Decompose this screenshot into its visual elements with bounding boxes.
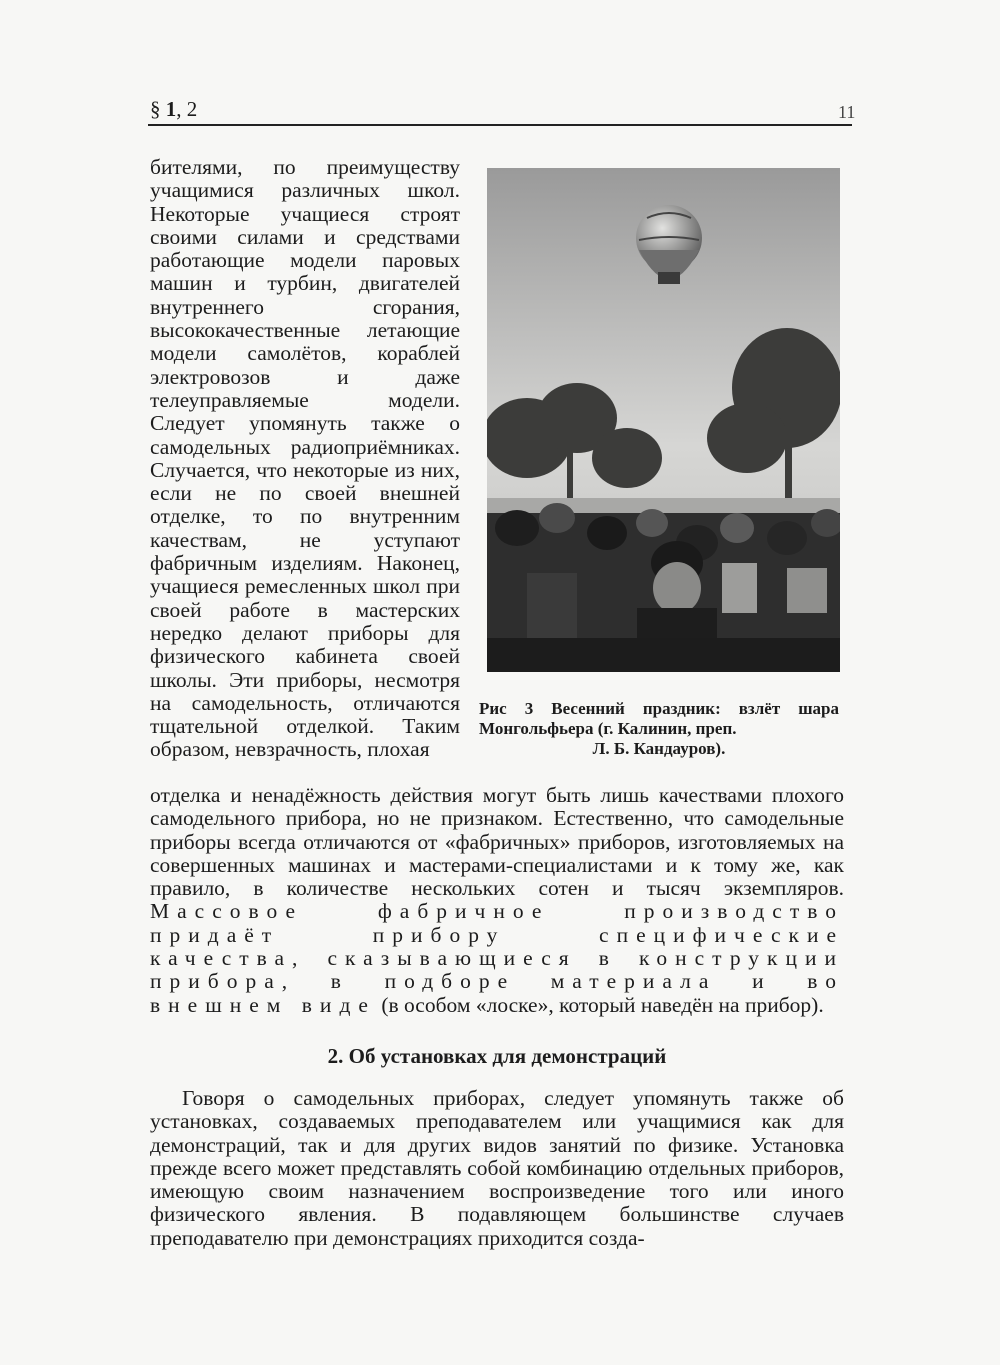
header-rule — [148, 124, 852, 126]
section-text — [150, 1087, 844, 1250]
full-width-text — [150, 784, 844, 1017]
section-paragraph: Говоря о самодельных приборах, следует упомянуть также об установках, создаваемых преподавателем или учащимися как для демонстраций, так и для других видов занятий по физике. Установка прежде всего может представлять собой комбинацию отдельных приборов, имеющую своим назначением воспроизведение того или иного физического явления. В подавляющем большинстве случаев преподавателю при демонстрациях приходится созда- — [150, 1086, 844, 1250]
full-width-paragraph — [150, 784, 844, 1017]
column-text — [150, 156, 460, 762]
balloon-photo-illustration — [487, 168, 840, 672]
running-header-section — [150, 97, 197, 122]
page-number: 11 — [838, 102, 856, 122]
figure-caption — [479, 699, 839, 759]
crowd — [487, 503, 840, 672]
spaced-emphasis: Массовое фабричное производство придаёт прибору специфические качества, сказывающиеся в конструкции прибора, в подборе материала и во внешнем виде — [150, 899, 844, 1017]
caption-text: Весенний праздник: взлёт шара Монгольфьера (г. Калинин, преп. — [479, 699, 840, 738]
caption-credit: Л. Б. Кандауров). — [592, 739, 726, 758]
balloon-photo — [487, 168, 840, 672]
text-part-1: отделка и ненадёжность действия могут быть лишь качествами плохого самодельного прибора, но не признаком. Естественно, что самодельные приборы всегда отличаются от «фабричных» приборов, изготовляемых на совершенных машинах и мастерами-специалистами и к тому же, как правило, в количестве нескольких сотен и тысяч экземпляров. — [150, 783, 844, 901]
section-mark: § — [150, 97, 161, 121]
section-heading: 2. Об установках для демонстраций — [327, 1044, 667, 1068]
section-suffix: , 2 — [176, 97, 198, 121]
caption-label: Рис 3 — [479, 699, 534, 718]
section-number: 1 — [165, 97, 177, 121]
column-paragraph: бителями, по преимуществу учащимися различных школ. Некоторые учащиеся строят своими силами и средствами работающие модели паровых машин и турбин, двигателей внутреннего сгорания, высококачественные летающие модели самолётов, кораблей электровозов и даже телеуправляемые модели. Следует упомянуть также о самодельных радиоприёмниках. Случается, что некоторые из них, если не по своей внешней отделке, то по внутренним качествам, не уступают фабричным изделиям. Наконец, учащиеся ремесленных школ при своей работе в мастерских нередко делают приборы для физического кабинета своей школы. Эти приборы, несмотря на самодельность, отличаются тщательной отделкой. Таким образом, невзрачность, плохая — [150, 155, 460, 762]
caption-main — [479, 699, 839, 739]
text-part-2: (в особом «лоске», который наведён на прибор). — [381, 992, 824, 1017]
